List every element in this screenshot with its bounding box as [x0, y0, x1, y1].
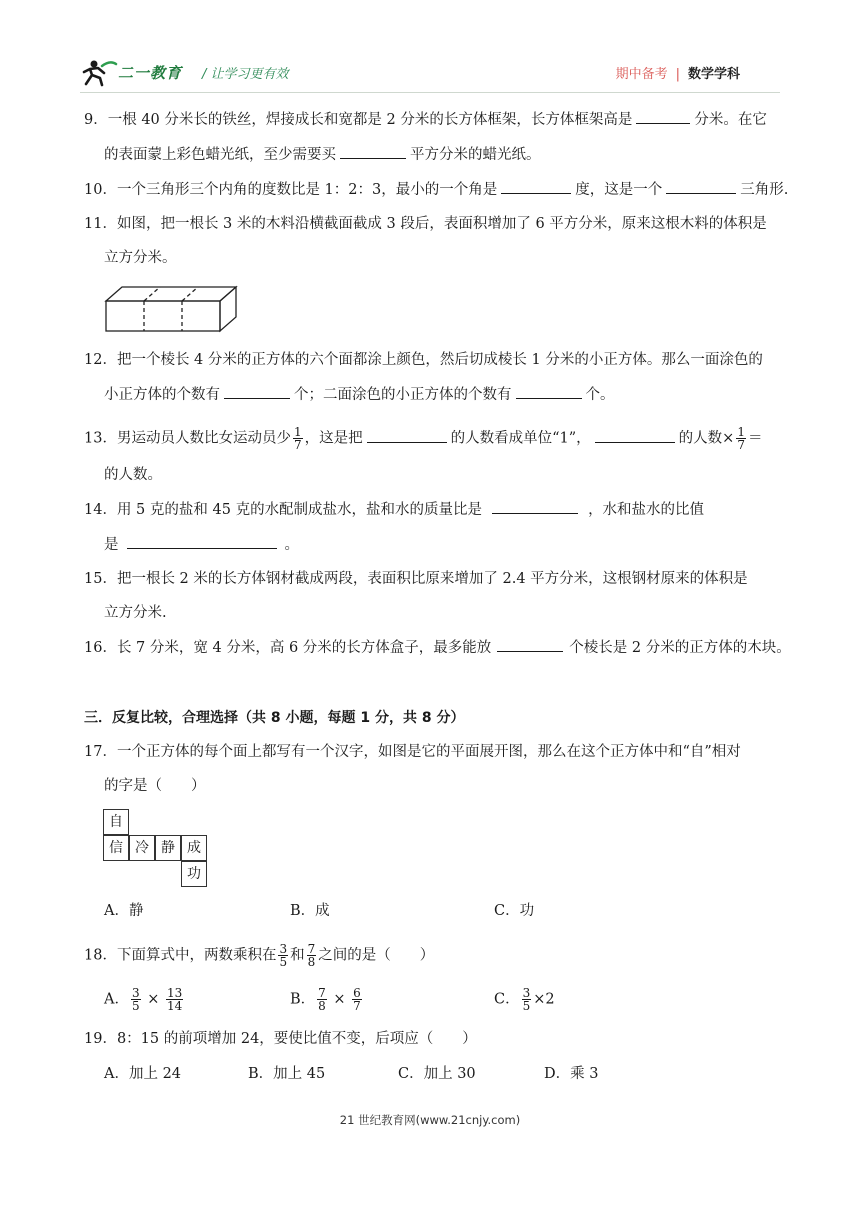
q9-blank-2[interactable]: [340, 145, 406, 159]
q18-option-c[interactable]: C． $\frac{3}{5}$ ×2: [494, 986, 555, 1013]
q18-line: [84, 943, 434, 968]
q14-text-3: 是: [104, 537, 119, 553]
header-divider: [80, 92, 780, 93]
net-cell: 静: [155, 835, 181, 861]
q12-line2: [104, 385, 615, 405]
q13-blank-2[interactable]: [595, 429, 675, 443]
q14-line1: [84, 500, 704, 520]
q18-option-a[interactable]: A． $\frac{3}{5}$ × $\frac{13}{14}$: [104, 986, 183, 1013]
q9-blank-1[interactable]: [636, 110, 690, 124]
q18-fraction-1: $\frac{3}{5}$: [279, 942, 288, 969]
q18-text-1: 18．下面算式中，两数乘积在: [84, 947, 277, 964]
q13-line1: [84, 426, 762, 451]
q9-text-3: 的表面蒙上彩色蜡光纸，至少需要买: [104, 147, 336, 163]
q19-line: 19．8：15 的前项增加 24，要使比值不变，后项应（ ）: [84, 1031, 477, 1047]
page-footer: 21 世纪教育网(www.21cnjy.com): [339, 1113, 521, 1127]
q18-text-3: 之间的是（ ）: [318, 947, 435, 964]
net-cell: 成: [181, 835, 207, 861]
q18-option-b[interactable]: B． $\frac{7}{8}$ × $\frac{6}{7}$: [290, 986, 361, 1013]
net-cell: 冷: [129, 835, 155, 861]
q11-line2: 立方分米。: [104, 250, 177, 266]
q13-fraction-2: $\frac{1}{7}$: [737, 425, 745, 452]
q12-blank-1[interactable]: [224, 385, 290, 399]
exam-tag: 期中备考: [615, 67, 668, 82]
q14-text-4: 。: [284, 537, 299, 553]
q16-text-2: 个棱长是 2 分米的正方体的木块。: [569, 640, 791, 656]
q19-option-a[interactable]: A．加上 24: [104, 1066, 182, 1082]
q12-text-3: 个。: [585, 387, 615, 403]
q13-text-5: ＝: [747, 430, 763, 447]
q9-text-2: 分米。在它: [694, 112, 767, 128]
q18-fraction-2: $\frac{7}{8}$: [307, 942, 316, 969]
q12-text-1: 小正方体的个数有: [104, 387, 220, 403]
q13-text-1: 13．男运动员人数比女运动员少: [84, 430, 291, 447]
q12-text-2: 个；二面涂色的小正方体的个数有: [294, 387, 512, 403]
q13-line2: 的人数。: [104, 467, 162, 483]
q9-text-1: 9．一根 40 分米长的铁丝，焊接成长和宽都是 2 分米的长方体框架，长方体框架高是: [84, 112, 633, 128]
logo-text: 二一教育: [118, 64, 183, 82]
q17-option-c[interactable]: C．功: [494, 903, 535, 919]
q9-line1: [84, 110, 767, 130]
q14-blank-1[interactable]: [492, 500, 578, 514]
slogan: / 让学习更有效: [202, 67, 289, 82]
q11-line1: 11．如图，把一根长 3 米的木料沿横截面截成 3 段后，表面积增加了 6 平方分米，原来这根木料的体积是: [84, 216, 767, 232]
net-cell: 信: [103, 835, 129, 861]
subject-label: 数学学科: [687, 67, 740, 82]
q16-blank[interactable]: [497, 638, 563, 652]
q13-blank-1[interactable]: [367, 429, 447, 443]
header-right: [616, 63, 740, 82]
header-separator: |: [675, 67, 680, 82]
q10-text-1: 10．一个三角形三个内角的度数比是 1：2：3，最小的一个角是: [84, 182, 498, 198]
q10-blank-1[interactable]: [501, 180, 571, 194]
q19-option-b[interactable]: B．加上 45: [248, 1066, 326, 1082]
q14-text-2: ，水和盐水的比值: [588, 502, 705, 518]
q13-text-4: 的人数×: [678, 430, 735, 447]
q15-line1: 15．把一根长 2 米的长方体钢材截成两段，表面积比原来增加了 2.4 平方分米，这根钢材原来的体积是: [84, 571, 748, 587]
q14-blank-2[interactable]: [127, 535, 277, 549]
wood-beam-figure: [104, 285, 238, 333]
q13-fraction: $\frac{1}{7}$: [293, 425, 302, 452]
q17-line1: 17．一个正方体的每个面上都写有一个汉字，如图是它的平面展开图，那么在这个正方体中和“自”相对: [84, 744, 741, 760]
q16-line: [84, 638, 791, 658]
q9-text-4: 平方分米的蜡光纸。: [410, 147, 541, 163]
q10-text-2: 度，这是一个: [575, 182, 663, 198]
q13-text-2: ，这是把: [304, 430, 363, 447]
q12-blank-2[interactable]: [516, 385, 582, 399]
q10-blank-2[interactable]: [666, 180, 736, 194]
q19-option-c[interactable]: C．加上 30: [398, 1066, 476, 1082]
q15-line2: 立方分米.: [104, 605, 167, 621]
q12-line1: 12．把一个棱长 4 分米的正方体的六个面都涂上颜色，然后切成棱长 1 分米的小正方体。那么一面涂色的: [84, 352, 763, 368]
section-title: 三．反复比较，合理选择（共 8 小题，每题 1 分，共 8 分）: [84, 710, 465, 726]
q14-text-1: 14．用 5 克的盐和 45 克的水配制成盐水，盐和水的质量比是: [84, 502, 483, 518]
q16-text-1: 16．长 7 分米，宽 4 分米，高 6 分米的长方体盒子，最多能放: [84, 640, 492, 656]
q18-text-2: 和: [290, 947, 305, 964]
q17-option-a[interactable]: A．静: [104, 903, 144, 919]
q19-option-d[interactable]: D．乘 3: [544, 1066, 599, 1082]
q9-line2: [104, 145, 541, 165]
q17-option-b[interactable]: B．成: [290, 903, 330, 919]
net-cell: 自: [103, 809, 129, 835]
q17-line2: 的字是（ ）: [104, 778, 206, 794]
q13-text-3: 的人数看成单位“1”，: [450, 430, 591, 447]
q14-line2: [104, 535, 299, 555]
page-header: [80, 56, 780, 90]
q10-text-3: 三角形.: [740, 182, 789, 198]
q10-line: [84, 180, 788, 200]
net-cell: 功: [181, 861, 207, 887]
